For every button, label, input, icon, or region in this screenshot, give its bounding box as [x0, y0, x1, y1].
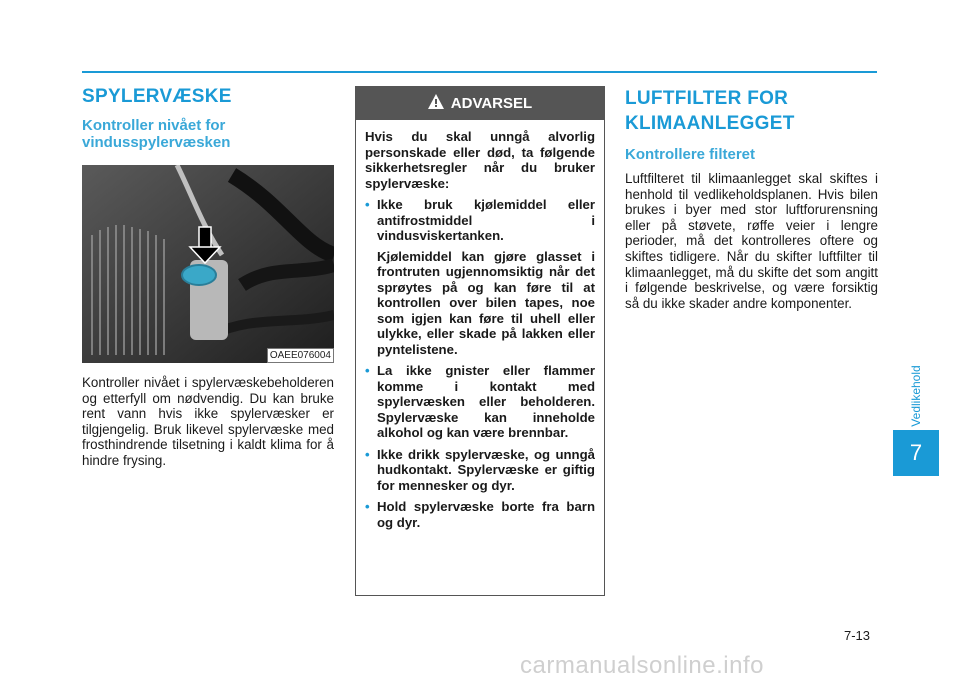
- warning-intro: Hvis du skal unngå alvorlig personskade eller død, ta følgende sikkerhetsregler når du bruker spylervæske:: [365, 129, 595, 191]
- warning-item-text: Hold spylervæske borte fra barn og dyr.: [377, 499, 595, 530]
- chapter-side-label-text: Vedlikehold: [909, 365, 923, 427]
- watermark: carmanualsonline.info: [520, 652, 764, 679]
- warning-item-text: Ikke drikk spylervæske, og unngå hudkontakt. Spylervæske er giftig for mennesker og dyr.: [377, 446, 595, 493]
- warning-box: [355, 86, 605, 596]
- subsection-title-check-level: Kontroller nivået for vindusspylervæsken: [82, 117, 231, 151]
- warning-header: [356, 87, 604, 120]
- image-code: OAEE076004: [267, 348, 334, 363]
- warning-triangle-icon: [428, 94, 444, 113]
- chapter-side-label: [906, 356, 926, 436]
- section-title-line1: LUFTFILTER FOR: [625, 88, 789, 109]
- warning-item: [365, 447, 595, 494]
- air-filter-body-text: Luftfilteret til klimaanlegget skal skiftes i henhold til vedlikeholdsplanen. Hvis bilen brukes i byer med stor luftforurensning eller på støvete, røffe veier i lengre perioder, må det kontrolleres oftere og skiftes tidligere. Når du skifter luftfilter til klimaanlegget, må du skifte det som angitt i følgende beskrivelse, og være forsiktig så du ikke skader andre komponenter.: [625, 171, 878, 311]
- warning-item-subtext: Kjølemiddel kan gjøre glasset i frontruten ugjennomsiktig når det sprøytes på og kan føre til at kontrollen over bilen tapes, noe som igjen kan føre til uhell eller ulykke, eller skade på lakken eller pyntelistene.: [377, 248, 595, 357]
- warning-list: [365, 197, 595, 530]
- left-column: [82, 86, 334, 469]
- top-rule: [82, 71, 877, 73]
- engine-bay-photo: [82, 165, 334, 363]
- right-column: [625, 86, 878, 311]
- warning-item: [365, 363, 595, 441]
- warning-item: [365, 499, 595, 530]
- section-title-air-filter: [625, 86, 878, 136]
- chapter-tab: 7: [893, 430, 939, 476]
- warning-item-text: La ikke gnister eller flammer komme i kontakt med spylervæsken eller beholderen. Spylervæske kan inneholde alkohol og kan være brennbar.: [377, 363, 595, 440]
- warning-item-text: Ikke bruk kjølemiddel eller antifrostmiddel i vindusviskertanken.: [377, 197, 595, 243]
- warning-header-label: ADVARSEL: [450, 95, 533, 112]
- warning-body: [356, 120, 604, 530]
- warning-item: [365, 197, 595, 357]
- page-number: 7-13: [844, 628, 871, 643]
- subsection-title-check-filter: Kontrollere filteret: [625, 146, 756, 163]
- washer-fluid-body-text: Kontroller nivået i spylervæskebeholderen og etterfyll om nødvendig. Du kan bruke rent vann hvis ikke spylervæsker er tilgjengelig. Bruk likevel spylervæske med frosthindrende tilsetning i kaldt klima for å hindre frysing.: [82, 375, 334, 468]
- section-title-line2: KLIMAANLEGGET: [625, 113, 795, 134]
- engine-bay-illustration: [82, 165, 334, 363]
- section-title-washer-fluid: SPYLERVÆSKE: [82, 86, 232, 107]
